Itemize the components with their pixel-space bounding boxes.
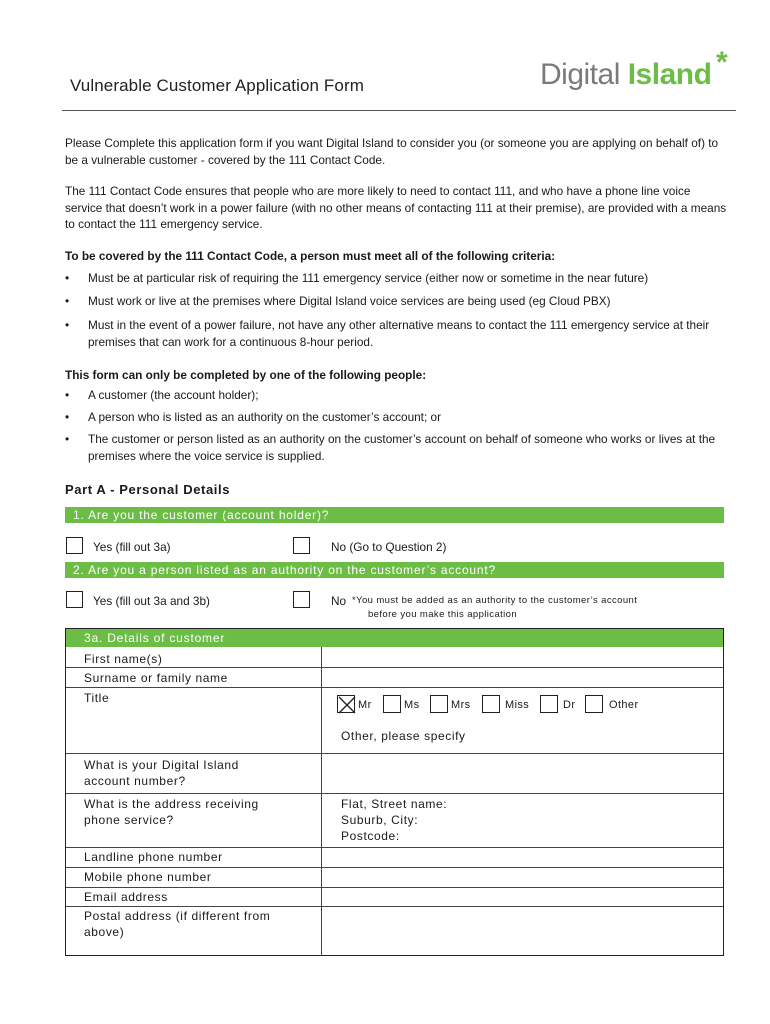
digital-island-logo (540, 46, 740, 100)
checked-x-icon (338, 696, 356, 714)
customer-details-table (65, 628, 724, 956)
q2-note-line-2: before you make this application (368, 609, 518, 620)
q2-note-line-1: *You must be added as an authority to the customer’s account (352, 595, 638, 606)
intro-paragraph-2: The 111 Contact Code ensures that people who are more likely to need to contact 111, and who have a phone line voice service that doesn’t work in a power failure (with no other means of contacting 111 at their premise), are provided with a means to contact the 111 emergency service. (65, 184, 727, 231)
criteria-item: • Must be at particular risk of requiring the 111 emergency service (either now or sometime in the near future) (65, 271, 649, 285)
title-miss-label: Miss (505, 699, 530, 711)
page-title: Vulnerable Customer Application Form (70, 76, 364, 95)
title-miss-checkbox[interactable] (482, 695, 500, 713)
criteria-heading: To be covered by the 111 Contact Code, a person must meet all of the following criteria: (65, 249, 556, 263)
row-divider (66, 906, 723, 907)
title-other-label: Other (609, 699, 639, 711)
logo-word-island: Island (627, 58, 712, 91)
row-divider (66, 847, 723, 848)
bullet-icon: • (65, 388, 70, 402)
q1-no-checkbox[interactable] (293, 537, 310, 554)
header-divider (62, 110, 736, 111)
q1-yes-label: Yes (fill out 3a) (93, 540, 171, 554)
q2-yes-checkbox[interactable] (66, 591, 83, 608)
logo-word-digital: Digital (540, 58, 620, 91)
q2-no-label: No (331, 594, 347, 608)
title-label: Title (84, 691, 110, 705)
address-fields[interactable] (341, 796, 447, 844)
title-mr-label: Mr (358, 699, 372, 711)
first-name-label: First name(s) (84, 652, 163, 666)
other-specify-field[interactable]: Other, please specify (341, 729, 466, 743)
question-1-label: 1. Are you the customer (account holder)? (73, 508, 330, 522)
who-item: • A person who is listed as an authority on the customer’s account; or (65, 410, 442, 424)
bullet-icon: • (65, 271, 70, 285)
question-2-bar (65, 562, 724, 578)
who-item: • A customer (the account holder); (65, 388, 259, 402)
column-divider (321, 647, 322, 956)
bullet-icon: • (65, 432, 70, 446)
row-divider (66, 667, 723, 668)
bullet-icon: • (65, 294, 70, 308)
question-1-bar (65, 507, 724, 523)
logo-star-icon: * (716, 46, 728, 79)
who-heading: This form can only be completed by one of the following people: (65, 368, 427, 382)
title-mrs-label: Mrs (451, 699, 471, 711)
street-field-label: Flat, Street name: (341, 797, 448, 811)
row-divider (66, 867, 723, 868)
postcode-field-label: Postcode: (341, 829, 400, 843)
title-mrs-checkbox[interactable] (430, 695, 448, 713)
account-number-label: What is your Digital Island account number? (84, 758, 239, 788)
part-a-heading: Part A - Personal Details (65, 482, 231, 497)
q1-no-label: No (Go to Question 2) (331, 540, 447, 554)
row-divider (66, 887, 723, 888)
row-divider (66, 793, 723, 794)
title-dr-label: Dr (563, 699, 576, 711)
q1-yes-checkbox[interactable] (66, 537, 83, 554)
section-3a-title: 3a. Details of customer (84, 631, 226, 645)
mobile-label: Mobile phone number (84, 870, 212, 884)
suburb-field-label: Suburb, City: (341, 813, 419, 827)
q2-yes-label: Yes (fill out 3a and 3b) (93, 594, 210, 608)
row-divider (66, 687, 723, 688)
title-ms-label: Ms (404, 699, 420, 711)
email-label: Email address (84, 890, 168, 904)
section-3a-header (66, 629, 723, 647)
question-2-label: 2. Are you a person listed as an authority on the customer’s account? (73, 563, 496, 577)
who-item: • The customer or person listed as an authority on the customer’s account on behalf of someone who works or lives at the premises where the voice service is supplied. (65, 432, 716, 463)
address-label: What is the address receiving phone service? (84, 797, 259, 827)
bullet-icon: • (65, 410, 70, 424)
landline-label: Landline phone number (84, 850, 223, 864)
title-other-checkbox[interactable] (585, 695, 603, 713)
title-ms-checkbox[interactable] (383, 695, 401, 713)
intro-paragraph-1: Please Complete this application form if you want Digital Island to consider you (or someone you are applying on behalf of) to be a vulnerable customer - covered by the 111 Contact Code. (65, 136, 719, 167)
bullet-icon: • (65, 318, 70, 332)
title-dr-checkbox[interactable] (540, 695, 558, 713)
criteria-item: • Must work or live at the premises where Digital Island voice services are being used (eg Cloud PBX) (65, 294, 611, 308)
q2-no-checkbox[interactable] (293, 591, 310, 608)
title-mr-checkbox[interactable] (337, 695, 355, 713)
postal-address-label: Postal address (if different from above) (84, 909, 271, 939)
criteria-item: • Must in the event of a power failure, not have any other alternative means to contact the 111 emergency service at their premises that can work for a continuous 8-hour period. (65, 318, 710, 349)
surname-label: Surname or family name (84, 671, 228, 685)
row-divider (66, 753, 723, 754)
